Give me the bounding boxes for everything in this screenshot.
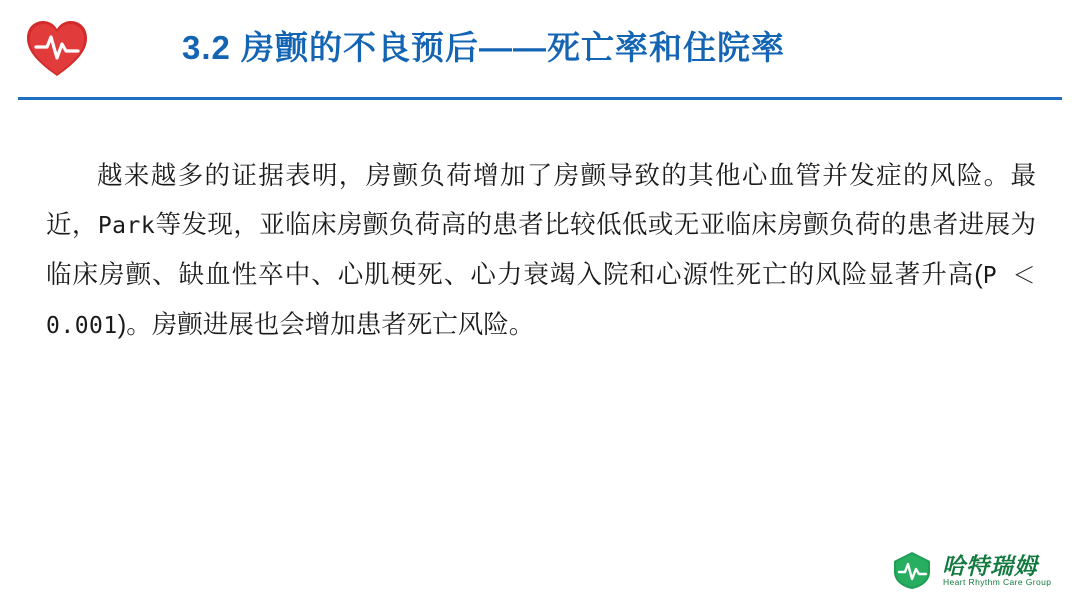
paragraph-segment-2: 等发现，亚临床房颤负荷高的患者比较低低或无亚临床房颤负荷的患者进展为临床房颤、缺血性卒中、心肌梗死、心力衰竭入院和心源性死亡的风险显著升高( bbox=[46, 211, 1036, 289]
paragraph-segment-1: 越来越多的证据表明，房颤负荷增加了房颤导致的其他心血管并发症的风险。最近， bbox=[46, 162, 1036, 239]
brand-name: 哈特瑞姆 bbox=[942, 553, 1038, 579]
heart-pulse-icon bbox=[24, 18, 90, 80]
brand-subtitle: Heart Rhythm Care Group bbox=[943, 577, 1052, 587]
slide-header bbox=[0, 0, 1080, 100]
footer-brand bbox=[890, 548, 1060, 596]
header-divider bbox=[18, 97, 1062, 100]
paragraph-segment-3: )。房颤进展也会增加患者死亡风险。 bbox=[117, 311, 535, 339]
page-title: 3.2 房颤的不良预后——死亡率和住院率 bbox=[182, 29, 786, 66]
heart-rhythm-shield-icon bbox=[890, 550, 934, 590]
paragraph-mono-park: Park bbox=[97, 213, 156, 239]
body-paragraph bbox=[46, 152, 1036, 351]
paragraph-mono-pvalue: P ＜ 0.001 bbox=[46, 263, 1036, 339]
